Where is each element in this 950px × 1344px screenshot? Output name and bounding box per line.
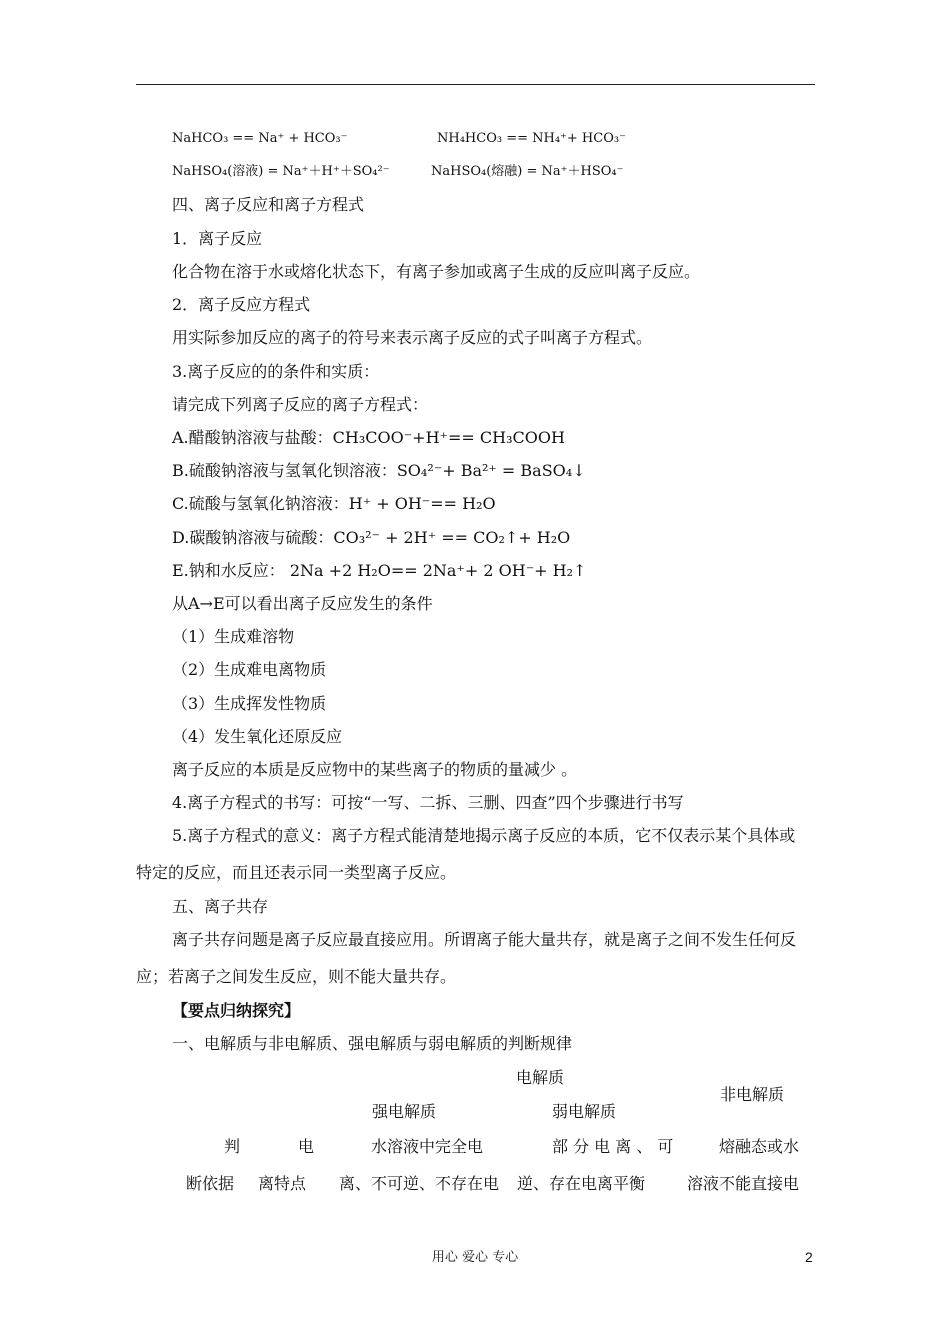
subheading-ionic-reaction: 1．离子反应 [172, 229, 263, 248]
table-header-weak: 弱电解质 [552, 1102, 617, 1121]
paragraph-ionic-reaction: 化合物在溶于水或熔化状态下，有离子参加或离子生成的反应叫离子反应。 [172, 262, 701, 281]
key-point-1-heading: 一、电解质与非电解质、强电解质与弱电解质的判断规律 [172, 1034, 573, 1053]
key-points-heading: 【要点归纳探究】 [172, 1001, 301, 1020]
equation-e: E.钠和水反应： 2Na +2 H₂O== 2Na⁺+ 2 OH⁻+ H₂↑ [172, 561, 587, 580]
table-header-electrolyte: 电解质 [516, 1068, 565, 1087]
equation-a: A.醋酸钠溶液与盐酸：CH₃COO⁻+H⁺== CH₃COOH [172, 428, 565, 447]
equation-b: B.硫酸钠溶液与氢氧化钡溶液：SO₄²⁻+ Ba²⁺ = BaSO₄↓ [172, 461, 586, 480]
paragraph-ionic-equation: 用实际参加反应的离子的符号来表示离子反应的式子叫离子方程式。 [172, 328, 653, 347]
condition-item-2: （2）生成难电离物质 [172, 660, 327, 679]
table-cell-non-line2: 溶液不能直接电 [687, 1174, 800, 1193]
table-label-judge-a: 判 [224, 1137, 241, 1156]
table-cell-weak-line1: 部 分 电 离 、 可 [552, 1137, 674, 1156]
equation-c: C.硫酸与氢氧化钠溶液：H⁺ + OH⁻== H₂O [172, 494, 496, 513]
section-heading-5: 五、离子共存 [172, 897, 269, 916]
paragraph-question: 请完成下列离子反应的离子方程式： [172, 395, 429, 414]
subheading-conditions: 3.离子反应的的条件和实质： [172, 362, 380, 381]
condition-item-4: （4）发生氧化还原反应 [172, 727, 343, 746]
table-cell-strong-line1: 水溶液中完全电 [371, 1137, 484, 1156]
formula-nahco3: NaHCO₃ == Na⁺ + HCO₃⁻ [172, 131, 348, 146]
table-label-ionization-b: 离特点 [258, 1174, 307, 1193]
conditions-intro: 从A→E可以看出离子反应发生的条件 [172, 594, 433, 613]
table-header-nonelectrolyte: 非电解质 [720, 1085, 785, 1104]
paragraph-meaning-line2: 特定的反应，而且还表示同一类型离子反应。 [136, 863, 457, 882]
paragraph-meaning-line1: 5.离子方程式的意义：离子方程式能清楚地揭示离子反应的本质，它不仅表示某个具体或 [172, 826, 796, 845]
footer-motto: 用心 爱心 专心 [431, 1250, 519, 1265]
page-number: 2 [805, 1249, 813, 1265]
formula-nh4hco3: NH₄HCO₃ == NH₄⁺+ HCO₃⁻ [437, 131, 626, 146]
equation-d: D.碳酸钠溶液与硫酸：CO₃²⁻ + 2H⁺ == CO₂↑+ H₂O [172, 528, 571, 547]
table-cell-weak-line2: 逆、存在电离平衡 [517, 1174, 646, 1193]
section-heading-4: 四、离子反应和离子方程式 [172, 195, 365, 214]
table-header-strong: 强电解质 [372, 1102, 437, 1121]
paragraph-coexistence-line1: 离子共存问题是离子反应最直接应用。所谓离子能大量共存，就是离子之间不发生任何反 [172, 930, 797, 949]
formula-nahso4-molten: NaHSO₄(熔融) = Na⁺＋HSO₄⁻ [431, 164, 624, 179]
paragraph-essence: 离子反应的本质是反应物中的某些离子的物质的量减少 。 [172, 760, 578, 779]
condition-item-1: （1）生成难溶物 [172, 627, 295, 646]
header-rule [136, 84, 815, 85]
paragraph-coexistence-line2: 应；若离子之间发生反应，则不能大量共存。 [136, 967, 457, 986]
table-label-ionization-a: 电 [298, 1137, 315, 1156]
subheading-ionic-equation: 2．离子反应方程式 [172, 295, 311, 314]
paragraph-writing-steps: 4.离子方程式的书写：可按“一写、二拆、三删、四查”四个步骤进行书写 [172, 793, 684, 812]
formula-nahso4-solution: NaHSO₄(溶液) = Na⁺＋H⁺＋SO₄²⁻ [172, 164, 390, 179]
condition-item-3: （3）生成挥发性物质 [172, 694, 327, 713]
table-cell-strong-line2: 离、不可逆、不存在电 [339, 1174, 500, 1193]
table-cell-non-line1: 熔融态或水 [719, 1137, 800, 1156]
table-label-judge-b: 断依据 [186, 1174, 235, 1193]
